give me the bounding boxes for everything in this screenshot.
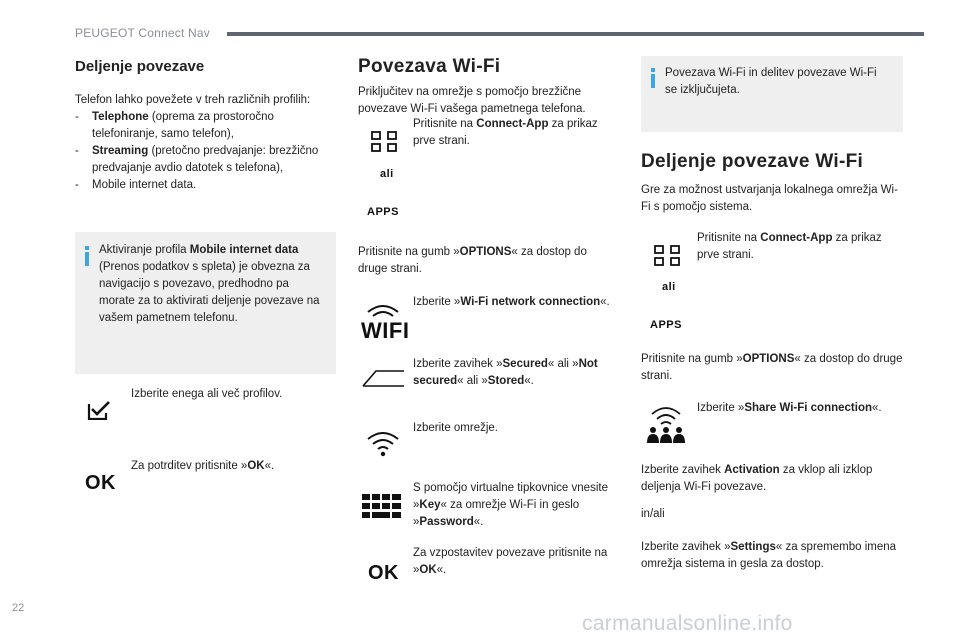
info-note-text: Povezava Wi-Fi in delitev povezave Wi-Fi se izključujeta. — [665, 67, 877, 96]
list-item: - Streaming (pretočno predvajanje: brezžično predvajanje avdio datotek s telefona), — [75, 143, 335, 177]
step-connect-ok: Za vzpostavitev povezave pritisnite na »OK«. — [413, 547, 608, 576]
section-heading-wifi-sharing: Deljenje povezave Wi-Fi — [641, 151, 864, 172]
list-item: - Telephone (oprema za prostoročno telefoniranje, samo telefon), — [75, 109, 335, 143]
or-label: ali — [380, 168, 394, 180]
manual-header-title: PEUGEOT Connect Nav — [75, 26, 210, 40]
step-share-wifi-connection: Izberite »Share Wi-Fi connection«. — [697, 402, 882, 414]
step-connect-app: Pritisnite na Connect-App za prikaz prve strani. — [697, 232, 882, 261]
step-select-network: Izberite omrežje. — [413, 422, 499, 434]
wifi-signal-icon — [366, 428, 400, 463]
step-wifi-network-connection: Izberite »Wi-Fi network connection«. — [413, 296, 610, 308]
connect-app-grid-icon — [653, 245, 683, 272]
info-note-text: Aktiviranje profila Mobile internet data (Prenos podatkov s spleta) je obvezna za navigacijo s povezavo, predhodno pa morate za to aktivirati deljenje povezave na vašem pametnem telefonu. — [99, 244, 320, 324]
step-enter-key-password: S pomočjo virtualne tipkovnice vnesite »Key« za omrežje Wi-Fi in geslo »Password«. — [413, 482, 608, 528]
tab-selection-icon — [362, 368, 406, 393]
connect-app-grid-icon — [370, 131, 400, 158]
or-label: ali — [662, 281, 676, 293]
wifi-intro: Priključitev na omrežje s pomočjo brezžične povezave Wi-Fi vašega pametnega telefona. — [358, 86, 586, 115]
and-or-label: in/ali — [641, 508, 665, 520]
watermark-text: carmanualsonline.info — [582, 612, 793, 635]
step-select-profiles: Izberite enega ali več profilov. — [131, 388, 283, 400]
share-wifi-icon — [646, 402, 686, 449]
apps-button-icon: APPS — [367, 206, 399, 218]
section-heading-wifi-connection: Povezava Wi-Fi — [358, 56, 501, 77]
info-icon — [85, 246, 89, 266]
wifi-sharing-intro: Gre za možnost ustvarjanja lokalnega omrežja Wi-Fi s pomočjo sistema. — [641, 184, 898, 213]
ok-button-icon: OK — [368, 562, 399, 584]
list-item: - Mobile internet data. — [75, 177, 335, 194]
step-settings-tab: Izberite zavihek »Settings« za spremembo imena omrežja sistema in gesla za dostop. — [641, 541, 897, 570]
apps-button-icon: APPS — [650, 319, 682, 331]
step-select-tab: Izberite zavihek »Secured« ali »Not secured« ali »Stored«. — [413, 358, 598, 387]
section-heading-connection-sharing: Deljenje povezave — [75, 58, 205, 75]
info-note-mobile-data — [75, 232, 336, 374]
ok-button-icon: OK — [85, 472, 116, 494]
profiles-intro: Telefon lahko povežete v treh različnih profilih: — [75, 94, 311, 106]
step-options: Pritisnite na gumb »OPTIONS« za dostop do druge strani. — [358, 246, 587, 275]
checkbox-select-icon — [87, 400, 113, 425]
step-connect-app: Pritisnite na Connect-App za prikaz prve strani. — [413, 118, 598, 147]
page-number: 22 — [12, 602, 25, 614]
profiles-list — [75, 109, 335, 194]
step-confirm-ok: Za potrditev pritisnite »OK«. — [131, 460, 275, 472]
info-icon — [651, 68, 655, 88]
wifi-label-icon: WIFI — [361, 318, 410, 343]
header-rule — [227, 32, 924, 36]
step-options: Pritisnite na gumb »OPTIONS« za dostop do druge strani. — [641, 353, 903, 382]
step-activation-tab: Izberite zavihek Activation za vklop ali izklop deljenja Wi-Fi povezave. — [641, 464, 873, 493]
info-note-exclusive — [641, 56, 903, 132]
keyboard-icon — [362, 494, 402, 525]
